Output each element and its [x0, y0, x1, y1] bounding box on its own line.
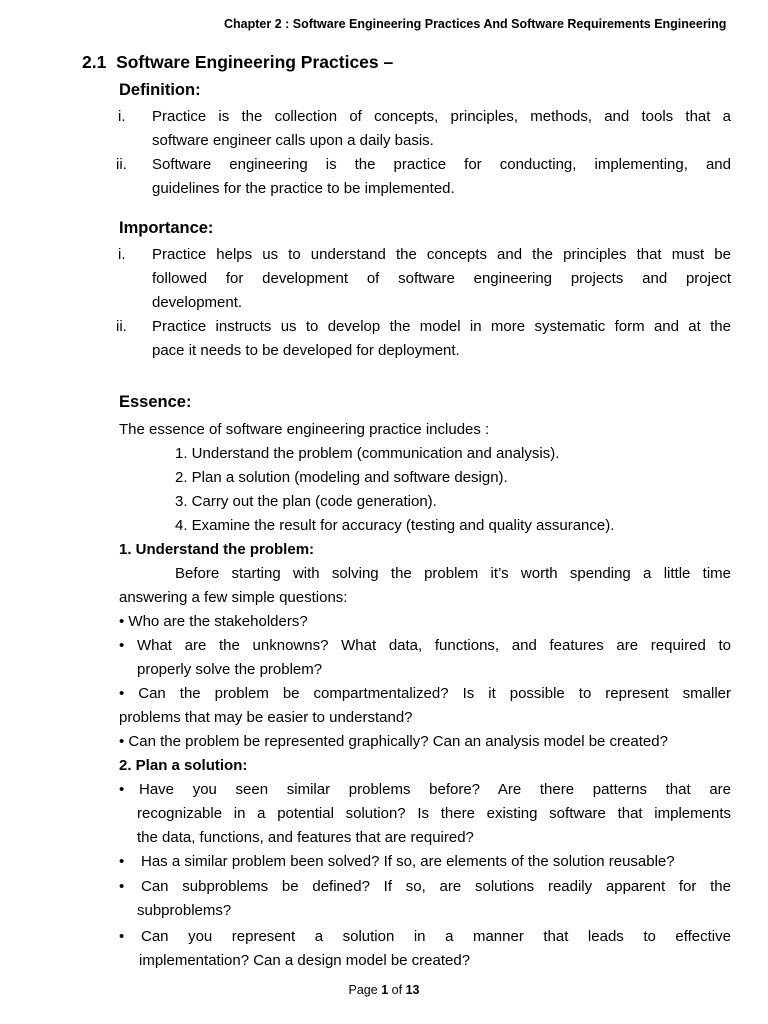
bullet-icon: • — [119, 928, 125, 945]
running-header: Chapter 2 : Software Engineering Practices And Software Requirements Engineering — [224, 17, 727, 31]
definition-item-1-line-1: Practice is the collection of concepts, principles, methods, and tools that a — [152, 108, 731, 125]
understand-para-line-1: Before starting with solving the problem it’s worth spending a little time — [175, 565, 731, 582]
importance-item-1-line-1: Practice helps us to understand the concepts and the principles that must be — [152, 246, 731, 263]
importance-heading: Importance: — [119, 219, 214, 237]
page-number: 1 — [381, 983, 389, 997]
list-marker: i. — [118, 108, 126, 125]
definition-item-1-line-2: software engineer calls upon a daily basis. — [152, 132, 434, 149]
importance-item-2-line-2: pace it needs to be developed for deployment. — [152, 342, 460, 359]
section-title — [82, 52, 393, 73]
importance-item-1-line-3: development. — [152, 294, 243, 311]
question-stakeholders: • Who are the stakeholders? — [119, 613, 308, 630]
plan-q1-line-1: Have you seen similar problems before? Are there patterns that are — [139, 781, 731, 798]
question-graphical: • Can the problem be represented graphically? Can an analysis model be created? — [119, 733, 668, 750]
question-compartmentalize-line-2: problems that may be easier to understand? — [119, 709, 413, 726]
list-marker: i. — [118, 246, 126, 263]
section-heading: Software Engineering Practices – — [116, 52, 394, 72]
plan-heading: 2. Plan a solution: — [119, 757, 248, 774]
question-unknowns-line-1: • What are the unknowns? What data, functions, and features are required to — [119, 637, 731, 654]
bullet-icon: • — [119, 853, 125, 870]
question-unknowns-line-2: properly solve the problem? — [137, 661, 323, 678]
plan-q4-line-1: Can you represent a solution in a manner that leads to effective — [141, 928, 731, 945]
essence-step: 4. Examine the result for accuracy (testing and quality assurance). — [175, 517, 615, 534]
essence-intro: The essence of software engineering practice includes : — [119, 421, 490, 438]
plan-q1-line-3: the data, functions, and features that are required? — [137, 829, 474, 846]
essence-step: 3. Carry out the plan (code generation). — [175, 493, 437, 510]
question-compartmentalize-line-1: • Can the problem be compartmentalized? Is it possible to represent smaller — [119, 685, 731, 702]
page-of-label: of — [391, 983, 403, 997]
definition-heading: Definition: — [119, 81, 201, 99]
plan-q3-line-1: Can subproblems be defined? If so, are solutions readily apparent for the — [141, 878, 731, 895]
understand-heading: 1. Understand the problem: — [119, 541, 315, 558]
bullet-icon: • — [119, 878, 125, 895]
plan-q4-line-2: implementation? Can a design model be created? — [139, 952, 471, 969]
definition-item-2-line-2: guidelines for the practice to be implemented. — [152, 180, 455, 197]
essence-step: 2. Plan a solution (modeling and software design). — [175, 469, 508, 486]
importance-item-2-line-1: Practice instructs us to develop the model in more systematic form and at the — [152, 318, 731, 335]
section-number: 2.1 — [82, 52, 107, 72]
list-marker: ii. — [116, 318, 127, 335]
page-total: 13 — [405, 983, 420, 997]
essence-heading: Essence: — [119, 393, 192, 411]
importance-item-1-line-2: followed for development of software engineering projects and project — [152, 270, 731, 287]
page-label: Page — [348, 983, 378, 997]
list-marker: ii. — [116, 156, 127, 173]
understand-para-line-2: answering a few simple questions: — [119, 589, 348, 606]
definition-item-2-line-1: Software engineering is the practice for conducting, implementing, and — [152, 156, 731, 173]
plan-q1-line-2: recognizable in a potential solution? Is there existing software that implements — [137, 805, 731, 822]
essence-step: 1. Understand the problem (communication and analysis). — [175, 445, 560, 462]
plan-q3-line-2: subproblems? — [137, 902, 232, 919]
page-footer — [0, 983, 768, 997]
plan-q2: Has a similar problem been solved? If so, are elements of the solution reusable? — [141, 853, 675, 870]
bullet-icon: • — [119, 781, 125, 798]
